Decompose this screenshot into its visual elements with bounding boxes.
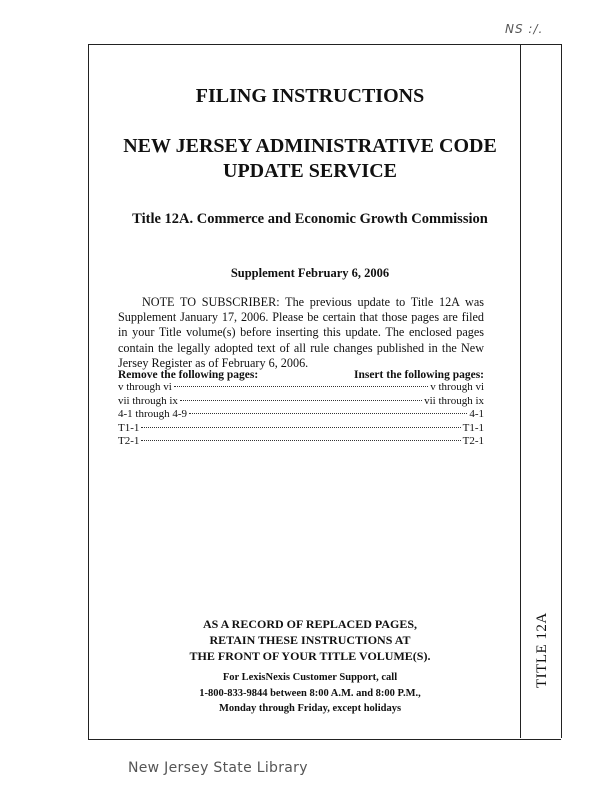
code-title-line-1: NEW JERSEY ADMINISTRATIVE CODE <box>123 135 497 157</box>
table-row <box>118 422 484 436</box>
leader-dots <box>141 440 460 441</box>
library-stamp: New Jersey State Library <box>128 760 308 776</box>
insert-pages: vii through ix <box>424 394 484 407</box>
code-title-line-2: UPDATE SERVICE <box>223 160 397 182</box>
handwritten-note: NS :/. <box>505 22 544 36</box>
insert-pages: 4-1 <box>469 408 484 421</box>
table-row <box>118 408 484 422</box>
support-line: 1-800-833-9844 between 8:00 A.M. and 8:00 P.M., <box>199 687 421 699</box>
table-row <box>118 435 484 449</box>
note-to-subscriber: NOTE TO SUBSCRIBER: The previous update to Title 12A was Supplement January 17, 2006. Please be certain that those pages are filed in your Title volume(s) before inserting this update. The enclosed pages contain the legally adopted text of all rule changes published in the New Jersey Register as of February 6, 2006. <box>118 295 484 370</box>
remove-pages: T2-1 <box>118 435 140 448</box>
remove-pages: 4-1 through 4-9 <box>118 408 188 421</box>
insert-header: Insert the following pages: <box>353 369 484 381</box>
customer-support <box>160 670 460 717</box>
pages-table <box>118 369 484 449</box>
record-notice-line: THE FRONT OF YOUR TITLE VOLUME(S). <box>189 649 431 663</box>
record-notice-line: AS A RECORD OF REPLACED PAGES, <box>202 617 418 631</box>
leader-dots <box>180 400 422 401</box>
remove-pages: vii through ix <box>118 394 178 407</box>
record-notice <box>170 616 450 664</box>
insert-pages: T1-1 <box>462 421 484 434</box>
pages-table-header <box>118 369 484 381</box>
support-line: For LexisNexis Customer Support, call <box>222 672 398 683</box>
support-line: Monday through Friday, except holidays <box>218 703 402 714</box>
insert-pages: v through vi <box>430 381 484 393</box>
insert-pages: T2-1 <box>462 435 484 448</box>
table-row <box>118 381 484 395</box>
record-notice-line: RETAIN THESE INSTRUCTIONS AT <box>209 633 411 647</box>
leader-dots <box>189 413 467 414</box>
remove-pages: T1-1 <box>118 421 140 434</box>
page-title: FILING INSTRUCTIONS <box>195 85 425 107</box>
table-row <box>118 395 484 409</box>
supplement-date: Supplement February 6, 2006 <box>230 266 390 280</box>
title-tab-label: TITLE 12A <box>534 612 550 688</box>
title-name: Title 12A. Commerce and Economic Growth Commission <box>132 211 488 227</box>
leader-dots <box>141 427 460 428</box>
remove-pages: v through vi <box>118 381 172 393</box>
leader-dots <box>174 386 428 387</box>
remove-header: Remove the following pages: <box>118 369 259 381</box>
